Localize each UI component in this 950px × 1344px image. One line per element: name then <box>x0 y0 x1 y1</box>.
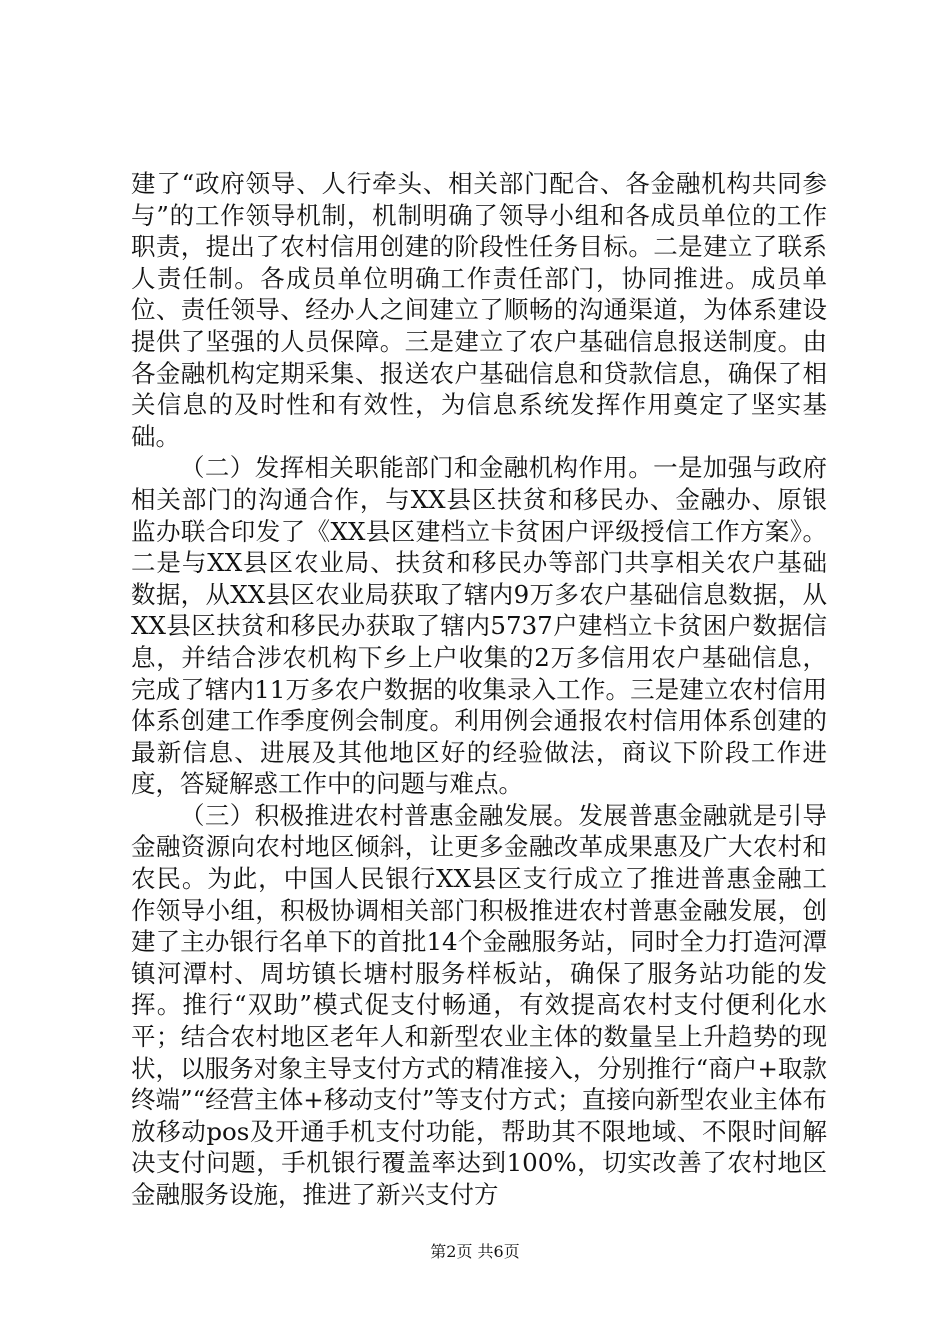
paragraph-section-2: （二）发挥相关职能部门和金融机构作用。一是加强与政府相关部门的沟通合作，与XX县区扶贫和移民办、金融办、原银监办联合印发了《XX县区建档立卡贫困户评级授信工作方案》。二是与XX县区农业局、扶贫和移民办等部门共享相关农户基础数据，从XX县区农业局获取了辖内9万多农户基础信息数据，从XX县区扶贫和移民办获取了辖内5737户建档立卡贫困户数据信息，并结合涉农机构下乡上户收集的2万多信用农户基础信息，完成了辖内11万多农户数据的收集录入工作。三是建立农村信用体系创建工作季度例会制度。利用例会通报农村信用体系创建的最新信息、进展及其他地区好的经验做法，商议下阶段工作进度，答疑解惑工作中的问题与难点。 <box>131 453 827 799</box>
page-number-footer: 第2页 共6页 <box>430 1242 520 1261</box>
document-body <box>131 168 827 1211</box>
paragraph-continuation: 建了“政府领导、人行牵头、相关部门配合、各金融机构共同参与”的工作领导机制，机制明确了领导小组和各成员单位的工作职责，提出了农村信用创建的阶段性任务目标。二是建立了联系人责任制。各成员单位明确工作责任部门，协同推进。成员单位、责任领导、经办人之间建立了顺畅的沟通渠道，为体系建设提供了坚强的人员保障。三是建立了农户基础信息报送制度。由各金融机构定期采集、报送农户基础信息和贷款信息，确保了相关信息的及时性和有效性，为信息系统发挥作用奠定了坚实基础。 <box>131 169 827 451</box>
paragraph-section-3: （三）积极推进农村普惠金融发展。发展普惠金融就是引导金融资源向农村地区倾斜，让更多金融改革成果惠及广大农村和农民。为此，中国人民银行XX县区支行成立了推进普惠金融工作领导小组，积极协调相关部门积极推进农村普惠金融发展，创建了主办银行名单下的首批14个金融服务站，同时全力打造河潭镇河潭村、周坊镇长塘村服务样板站，确保了服务站功能的发挥。推行“双助”模式促支付畅通，有效提高农村支付便利化水平；结合农村地区老年人和新型农业主体的数量呈上升趋势的现状，以服务对象主导支付方式的精准接入，分别推行“商户+取款终端”“经营主体+移动支付”等支付方式；直接向新型农业主体布放移动pos及开通手机支付功能，帮助其不限地域、不限时间解决支付问题，手机银行覆盖率达到100%，切实改善了农村地区金融服务设施，推进了新兴支付方 <box>131 800 827 1209</box>
